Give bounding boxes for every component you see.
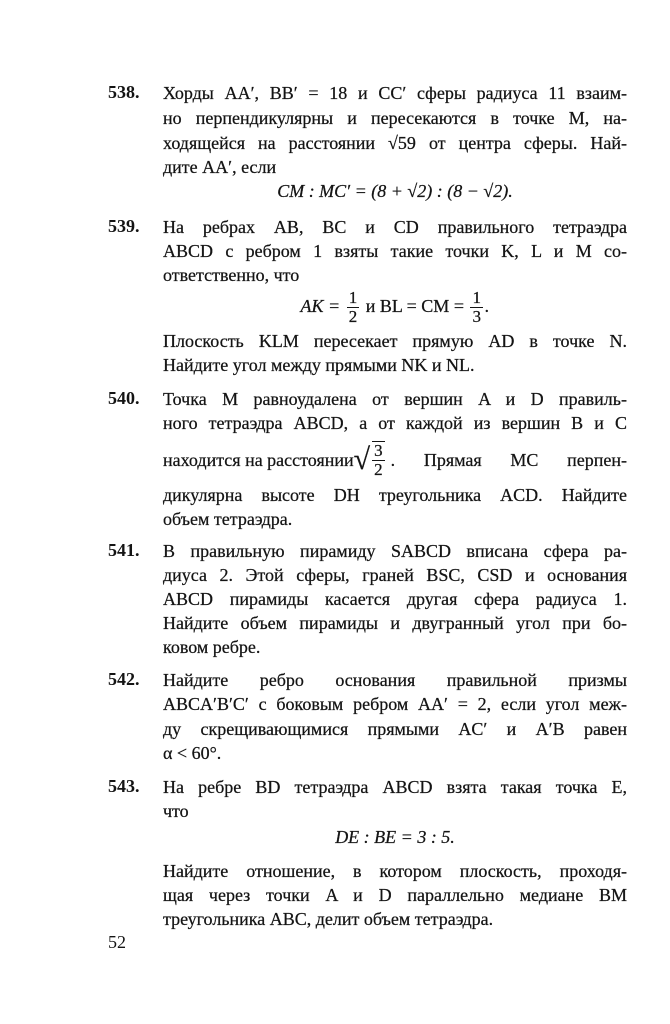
text-line: дикулярна высоте DH треугольника ACD. Найдите bbox=[163, 485, 627, 505]
denominator: 3 bbox=[472, 307, 481, 327]
problem-number: 542. bbox=[108, 669, 140, 689]
text-line: Плоскость KLM пересекает прямую AD в точке N. bbox=[163, 331, 627, 351]
text-line: Точка M равноудалена от вершин A и D правиль- bbox=[163, 389, 627, 409]
text-part: . Прямая MC перпен- bbox=[390, 450, 627, 470]
text-line: Найдите отношение, в котором плоскость, проходя- bbox=[163, 861, 627, 881]
text-line: ковом ребре. bbox=[163, 637, 261, 657]
text-line: ABCA′B′C′ с боковым ребром AA′ = 2, если угол меж- bbox=[163, 694, 627, 714]
text-line: треугольника ABC, делит объем тетраэдра. bbox=[163, 909, 494, 929]
text-line: Найдите объем пирамиды и двугранный угол при бо- bbox=[163, 613, 627, 633]
fraction bbox=[372, 441, 385, 479]
text-line: щая через точки A и D параллельно медиане BM bbox=[163, 885, 627, 905]
text-line: На ребрах AB, BC и CD правильного тетраэдра bbox=[163, 217, 627, 237]
text-line: объем тетраэдра. bbox=[163, 509, 293, 529]
text-line: ду скрещивающимися прямыми AC′ и A′B равен bbox=[163, 719, 627, 739]
text-line: Найдите угол между прямыми NK и NL. bbox=[163, 355, 475, 375]
text-line: На ребре BD тетраэдра ABCD взята такая точка E, bbox=[163, 777, 627, 797]
text-line: ответственно, что bbox=[163, 265, 300, 285]
formula-part: AK = bbox=[300, 296, 341, 316]
problem-number: 538. bbox=[108, 82, 140, 102]
text-line: α < 60°. bbox=[163, 743, 222, 763]
text-line: дите AA′, если bbox=[163, 157, 277, 177]
text-line: ABCD пирамиды касается другая сфера радиуса 1. bbox=[163, 589, 627, 609]
formula-part: . bbox=[484, 296, 490, 316]
fraction bbox=[470, 289, 483, 326]
text-line: ного тетраэдра ABCD, а от каждой из вершин B и C bbox=[163, 413, 627, 433]
problem-number: 539. bbox=[108, 216, 140, 236]
text-line: но перпендикулярны и пересекаются в точке M, на- bbox=[163, 108, 627, 128]
problem-number: 540. bbox=[108, 388, 140, 408]
text-line: Найдите ребро основания правильной призмы bbox=[163, 670, 627, 690]
formula: DE : BE = 3 : 5. bbox=[335, 827, 455, 847]
numerator: 1 bbox=[472, 288, 481, 308]
text-line: ABCD с ребром 1 взяты такие точки K, L и M со- bbox=[163, 241, 627, 261]
text-part: находится на расстоянии bbox=[163, 450, 354, 470]
text-line: Хорды AA′, BB′ = 18 и CC′ сферы радиуса 11 взаим- bbox=[163, 83, 627, 103]
fraction bbox=[347, 289, 360, 326]
text-line: диуса 2. Этой сферы, граней BSC, CSD и основания bbox=[163, 565, 627, 585]
sqrt-expression bbox=[354, 440, 387, 480]
formula bbox=[163, 286, 627, 326]
text-line: ходящейся на расстоянии √59 от центра сферы. Най- bbox=[163, 133, 627, 153]
text-line bbox=[163, 440, 627, 480]
denominator: 2 bbox=[374, 460, 383, 479]
numerator: 3 bbox=[374, 441, 383, 460]
page-number: 52 bbox=[108, 932, 126, 952]
problem-number: 541. bbox=[108, 540, 140, 560]
denominator: 2 bbox=[348, 307, 358, 327]
numerator: 1 bbox=[348, 288, 358, 308]
text-line: В правильную пирамиду SABCD вписана сфера ра- bbox=[163, 541, 627, 561]
formula-part: и BL = CM = bbox=[365, 296, 464, 316]
formula: CM : MC′ = (8 + √2) : (8 − √2). bbox=[277, 181, 513, 201]
problem-number: 543. bbox=[108, 776, 140, 796]
text-line: что bbox=[163, 801, 189, 821]
sqrt-sign: √ bbox=[353, 443, 371, 476]
